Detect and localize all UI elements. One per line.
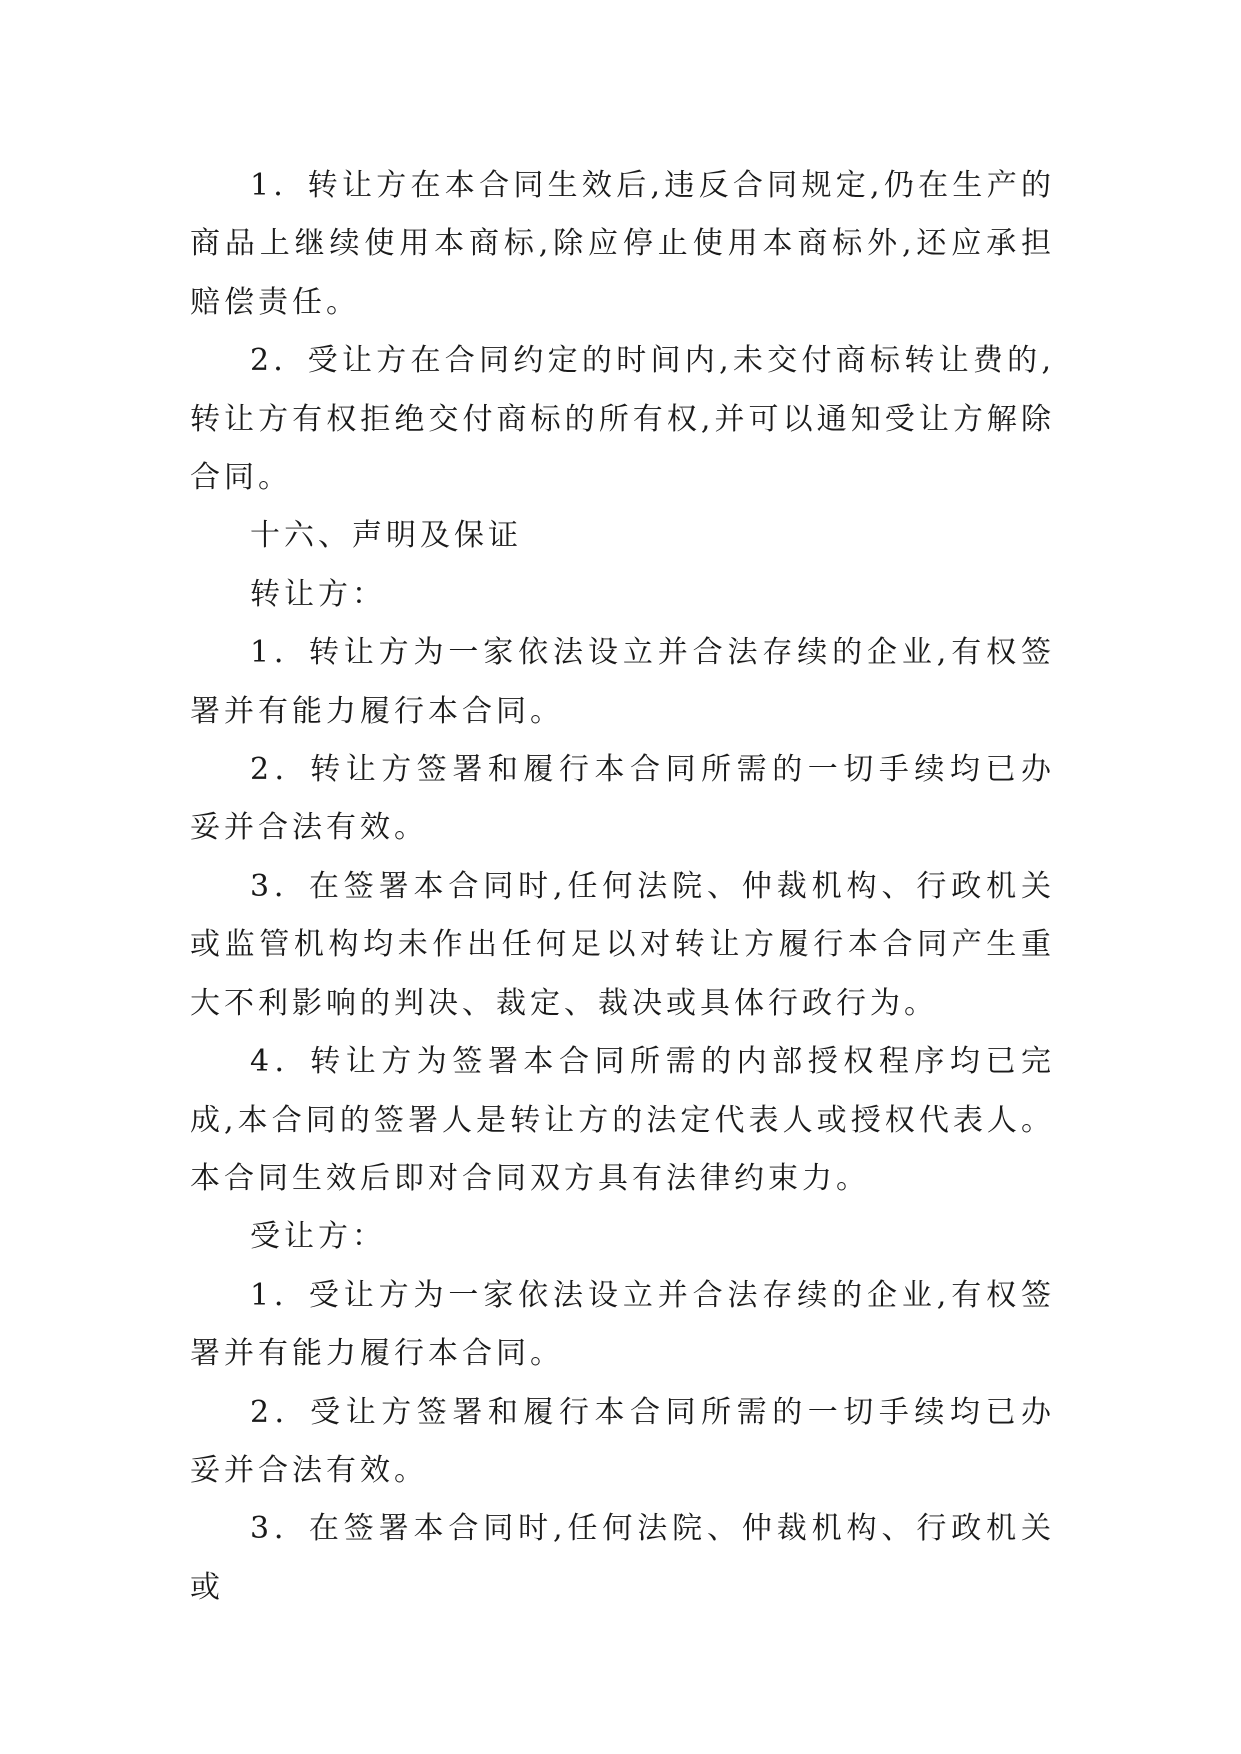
clause-paragraph: 1．转让方为一家依法设立并合法存续的企业,有权签署并有能力履行本合同。	[190, 635, 1055, 729]
clause-paragraph: 4．转让方为签署本合同所需的内部授权程序均已完成,本合同的签署人是转让方的法定代表人或授权代表人。本合同生效后即对合同双方具有法律约束力。	[190, 1044, 1055, 1196]
clause-paragraph: 2．受让方在合同约定的时间内,未交付商标转让费的,转让方有权拒绝交付商标的所有权,并可以通知受让方解除合同。	[190, 343, 1055, 496]
document-body	[190, 157, 1055, 1617]
clause-paragraph: 2．转让方签署和履行本合同所需的一切手续均已办妥并合法有效。	[190, 752, 1055, 846]
party-heading-transferee: 受让方：	[250, 1219, 386, 1255]
clause-paragraph: 1．受让方为一家依法设立并合法存续的企业,有权签署并有能力履行本合同。	[190, 1277, 1055, 1372]
section-heading: 十六、声明及保证	[250, 518, 522, 554]
party-heading-transferor: 转让方：	[250, 576, 386, 612]
clause-paragraph: 2．受让方签署和履行本合同所需的一切手续均已办妥并合法有效。	[190, 1394, 1055, 1488]
clause-paragraph: 3．在签署本合同时,任何法院、仲裁机构、行政机关或	[190, 1511, 1055, 1605]
clause-paragraph: 3．在签署本合同时,任何法院、仲裁机构、行政机关或监管机构均未作出任何足以对转让方履行本合同产生重大不利影响的判决、裁定、裁决或具体行政行为。	[190, 868, 1055, 1021]
clause-paragraph: 1．转让方在本合同生效后,违反合同规定,仍在生产的商品上继续使用本商标,除应停止使用本商标外,还应承担赔偿责任。	[190, 168, 1055, 320]
